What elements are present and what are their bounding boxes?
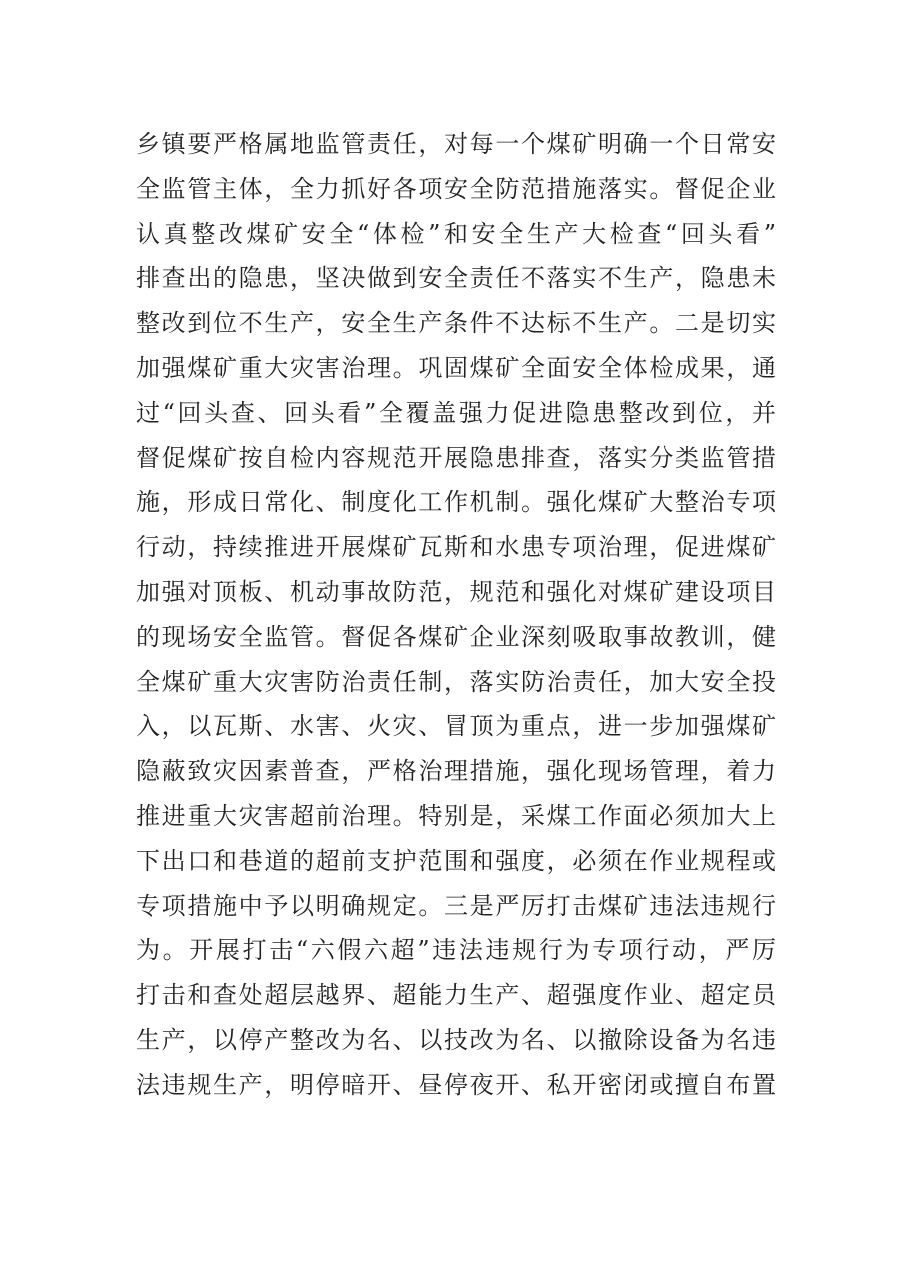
body-paragraph — [136, 122, 776, 1108]
text-line: 为。开展打击“六假六超”违法违规行为专项行动，严厉 — [136, 936, 776, 965]
text-line: 排查出的隐患，坚决做到安全责任不落实不生产，隐患未 — [136, 264, 776, 293]
text-line: 打击和查处超层越界、超能力生产、超强度作业、超定员 — [136, 981, 776, 1010]
text-line: 下出口和巷道的超前支护范围和强度，必须在作业规程或 — [136, 846, 776, 875]
text-line: 入，以瓦斯、水害、火灾、冒顶为重点，进一步加强煤矿 — [136, 712, 776, 741]
text-line: 施，形成日常化、制度化工作机制。强化煤矿大整治专项 — [136, 488, 776, 517]
text-line: 行动，持续推进开展煤矿瓦斯和水患专项治理，促进煤矿 — [136, 533, 776, 562]
text-line: 认真整改煤矿安全“体检”和安全生产大检查“回头看” — [136, 219, 776, 248]
text-line: 专项措施中予以明确规定。三是严厉打击煤矿违法违规行 — [136, 891, 776, 920]
text-line: 加强煤矿重大灾害治理。巩固煤矿全面安全体检成果，通 — [136, 353, 776, 382]
text-line: 过“回头查、回头看”全覆盖强力促进隐患整改到位，并 — [136, 398, 776, 427]
text-line: 全监管主体，全力抓好各项安全防范措施落实。督促企业 — [136, 174, 776, 203]
text-line: 的现场安全监管。督促各煤矿企业深刻吸取事故教训，健 — [136, 622, 776, 651]
text-line: 全煤矿重大灾害防治责任制，落实防治责任，加大安全投 — [136, 667, 776, 696]
text-line: 乡镇要严格属地监管责任，对每一个煤矿明确一个日常安 — [136, 130, 776, 158]
text-line: 督促煤矿按自检内容规范开展隐患排查，落实分类监管措 — [136, 443, 776, 472]
text-line: 整改到位不生产，安全生产条件不达标不生产。二是切实 — [136, 309, 776, 338]
text-line: 隐蔽致灾因素普查，严格治理措施，强化现场管理，着力 — [136, 757, 776, 786]
text-line: 加强对顶板、机动事故防范，规范和强化对煤矿建设项目 — [136, 577, 776, 606]
text-line: 生产，以停产整改为名、以技改为名、以撤除设备为名违 — [136, 1025, 776, 1054]
text-line: 推进重大灾害超前治理。特别是，采煤工作面必须加大上 — [136, 801, 776, 830]
text-line: 法违规生产，明停暗开、昼停夜开、私开密闭或擅自布置 — [136, 1070, 776, 1099]
